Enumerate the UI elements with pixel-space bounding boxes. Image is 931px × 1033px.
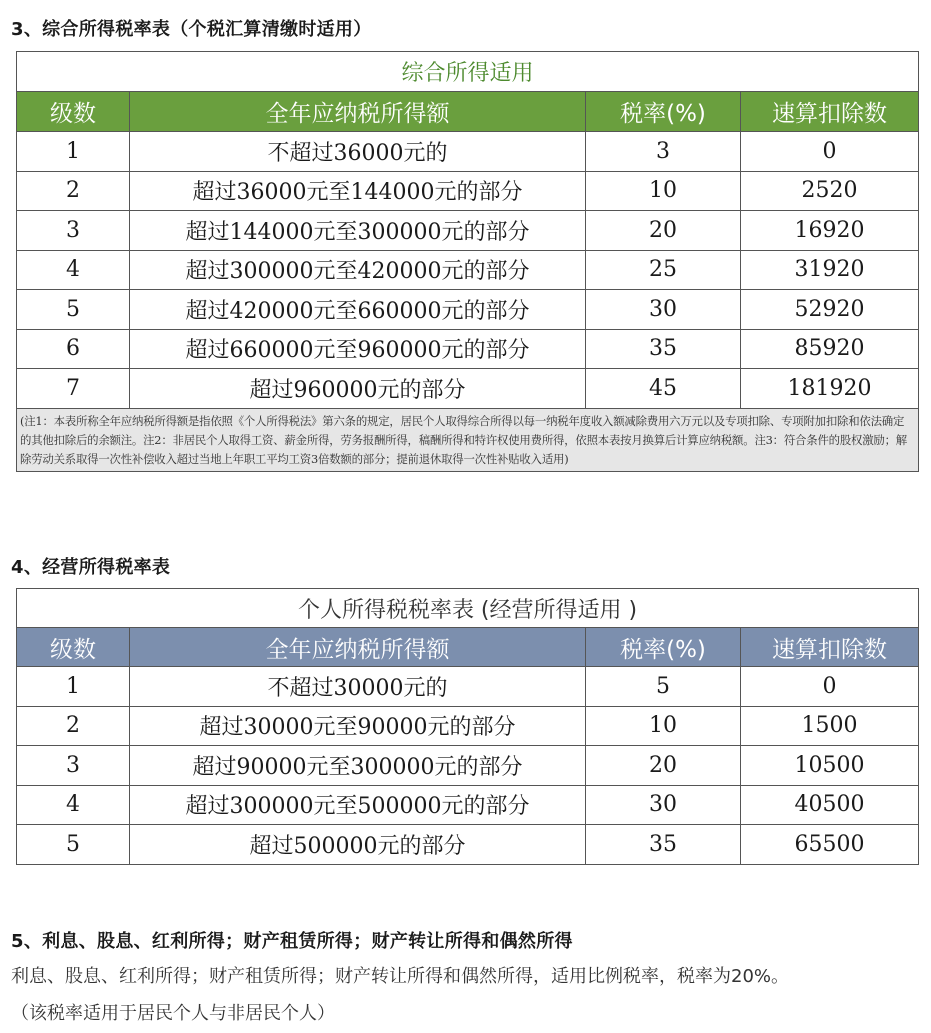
cell-rate: 30 bbox=[586, 785, 741, 825]
cell-level: 1 bbox=[17, 132, 130, 172]
cell-income-range: 不超过36000元的 bbox=[130, 132, 586, 172]
cell-rate: 20 bbox=[586, 211, 741, 251]
cell-level: 4 bbox=[17, 250, 130, 290]
section5-paragraph: 利息、股息、红利所得；财产租赁所得；财产转让所得和偶然所得，适用比例税率，税率为20%。 bbox=[11, 966, 790, 987]
header-quick-deduction: 速算扣除数 bbox=[741, 92, 919, 132]
cell-income-range: 超过30000元至90000元的部分 bbox=[130, 706, 586, 746]
cell-level: 2 bbox=[17, 171, 130, 211]
cell-deduction: 10500 bbox=[741, 746, 919, 786]
cell-income-range: 超过144000元至300000元的部分 bbox=[130, 211, 586, 251]
cell-income-range: 超过420000元至660000元的部分 bbox=[130, 290, 586, 330]
table-note: (注1：本表所称全年应纳税所得额是指依照《个人所得税法》第六条的规定，居民个人取得综合所得以每一纳税年度收入额减除费用六万元以及专项扣除、专项附加扣除和依法确定的其他扣除后的余额注。注2：非居民个人取得工资、薪金所得，劳务报酬所得，稿酬所得和特许权使用费所得，依照本表按月换算后计算应纳税额。注3：符合条件的股权激励；解除劳动关系取得一次性补偿收入超过当地上年职工平均工资3倍数额的部分；提前退休取得一次性补贴收入适用) bbox=[17, 408, 919, 471]
cell-level: 6 bbox=[17, 329, 130, 369]
cell-deduction: 40500 bbox=[741, 785, 919, 825]
cell-level: 5 bbox=[17, 825, 130, 865]
cell-income-range: 超过300000元至500000元的部分 bbox=[130, 785, 586, 825]
table-row bbox=[17, 825, 919, 865]
cell-income-range: 超过660000元至960000元的部分 bbox=[130, 329, 586, 369]
business-income-tax-table bbox=[16, 588, 919, 865]
cell-deduction: 31920 bbox=[741, 250, 919, 290]
cell-income-range: 超过90000元至300000元的部分 bbox=[130, 746, 586, 786]
cell-rate: 20 bbox=[586, 746, 741, 786]
cell-deduction: 0 bbox=[741, 667, 919, 707]
cell-deduction: 181920 bbox=[741, 369, 919, 409]
cell-rate: 35 bbox=[586, 825, 741, 865]
comprehensive-income-tax-table bbox=[16, 51, 919, 472]
table-title: 综合所得适用 bbox=[17, 52, 919, 92]
cell-rate: 3 bbox=[586, 132, 741, 172]
cell-income-range: 超过300000元至420000元的部分 bbox=[130, 250, 586, 290]
table-row bbox=[17, 211, 919, 251]
cell-rate: 30 bbox=[586, 290, 741, 330]
table-row bbox=[17, 746, 919, 786]
cell-rate: 10 bbox=[586, 171, 741, 211]
table-title: 个人所得税税率表 (经营所得适用 ) bbox=[17, 589, 919, 628]
table-row bbox=[17, 290, 919, 330]
cell-deduction: 85920 bbox=[741, 329, 919, 369]
table-row bbox=[17, 667, 919, 707]
table-row bbox=[17, 706, 919, 746]
cell-rate: 45 bbox=[586, 369, 741, 409]
section5-heading: 5、利息、股息、红利所得；财产租赁所得；财产转让所得和偶然所得 bbox=[11, 931, 573, 952]
cell-deduction: 65500 bbox=[741, 825, 919, 865]
cell-level: 2 bbox=[17, 706, 130, 746]
cell-level: 1 bbox=[17, 667, 130, 707]
header-taxable-income: 全年应纳税所得额 bbox=[130, 92, 586, 132]
cell-level: 4 bbox=[17, 785, 130, 825]
cell-income-range: 不超过30000元的 bbox=[130, 667, 586, 707]
cell-level: 3 bbox=[17, 211, 130, 251]
cell-rate: 25 bbox=[586, 250, 741, 290]
table-row bbox=[17, 132, 919, 172]
cell-level: 5 bbox=[17, 290, 130, 330]
table-row bbox=[17, 369, 919, 409]
cell-deduction: 2520 bbox=[741, 171, 919, 211]
header-level: 级数 bbox=[17, 92, 130, 132]
cell-level: 7 bbox=[17, 369, 130, 409]
header-level: 级数 bbox=[17, 628, 130, 667]
cell-rate: 5 bbox=[586, 667, 741, 707]
cell-income-range: 超过960000元的部分 bbox=[130, 369, 586, 409]
section4-heading: 4、经营所得税率表 bbox=[11, 557, 171, 578]
header-taxable-income: 全年应纳税所得额 bbox=[130, 628, 586, 667]
table-row bbox=[17, 171, 919, 211]
cell-rate: 35 bbox=[586, 329, 741, 369]
cell-rate: 10 bbox=[586, 706, 741, 746]
table-row bbox=[17, 785, 919, 825]
table-row bbox=[17, 250, 919, 290]
cell-income-range: 超过36000元至144000元的部分 bbox=[130, 171, 586, 211]
header-tax-rate: 税率(%) bbox=[586, 92, 741, 132]
header-tax-rate: 税率(%) bbox=[586, 628, 741, 667]
table-row bbox=[17, 329, 919, 369]
cell-deduction: 1500 bbox=[741, 706, 919, 746]
cell-deduction: 52920 bbox=[741, 290, 919, 330]
section3-heading: 3、综合所得税率表（个税汇算清缴时适用） bbox=[11, 19, 372, 40]
header-quick-deduction: 速算扣除数 bbox=[741, 628, 919, 667]
cell-income-range: 超过500000元的部分 bbox=[130, 825, 586, 865]
cell-deduction: 16920 bbox=[741, 211, 919, 251]
section5-note: （该税率适用于居民个人与非居民个人） bbox=[11, 1003, 335, 1024]
cell-deduction: 0 bbox=[741, 132, 919, 172]
cell-level: 3 bbox=[17, 746, 130, 786]
